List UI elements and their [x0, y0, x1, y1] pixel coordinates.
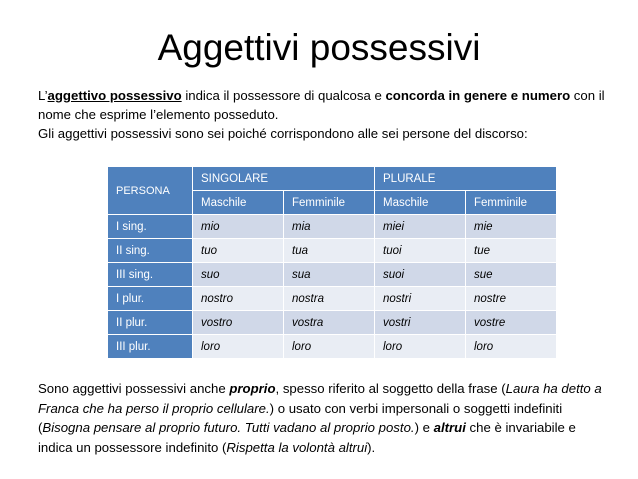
- subheader-plur-femminile: Femminile: [466, 191, 557, 215]
- table-cell: loro: [284, 335, 375, 359]
- table-cell: loro: [375, 335, 466, 359]
- table-cell: loro: [466, 335, 557, 359]
- table-cell: vostri: [375, 311, 466, 335]
- example-3: Rispetta la volontà altrui: [226, 439, 368, 455]
- table-cell: tuoi: [375, 239, 466, 263]
- table-row: [108, 215, 557, 239]
- singolare-header: SINGOLARE: [193, 167, 375, 191]
- persona-header: PERSONA: [108, 167, 193, 215]
- intro-bold: concorda in genere e numero: [385, 88, 571, 103]
- table-cell: nostra: [284, 287, 375, 311]
- intro-line-1: [38, 86, 618, 124]
- keyword-altrui: altrui: [433, 420, 466, 435]
- table-cell: loro: [193, 335, 284, 359]
- intro-prefix: L’: [38, 88, 48, 103]
- outro-text-3: ) o usato con verbi impersonali o soggetti indefiniti (: [38, 400, 563, 435]
- table-cell: tue: [466, 239, 557, 263]
- row-persona: II plur.: [108, 311, 193, 335]
- table-row: [108, 287, 557, 311]
- table-cell: vostra: [284, 311, 375, 335]
- table-cell: tua: [284, 239, 375, 263]
- intro-paragraph: [38, 86, 618, 143]
- table-cell: nostri: [375, 287, 466, 311]
- outro-text-4: ) e: [414, 420, 434, 435]
- table-cell: nostre: [466, 287, 557, 311]
- keyword-proprio: proprio: [229, 381, 276, 396]
- table-cell: tuo: [193, 239, 284, 263]
- table-row: [108, 335, 557, 359]
- table-cell: nostro: [193, 287, 284, 311]
- row-persona: I plur.: [108, 287, 193, 311]
- row-persona: II sing.: [108, 239, 193, 263]
- intro-text-1: indica il possessore di qualcosa e: [181, 88, 386, 103]
- table-cell: vostre: [466, 311, 557, 335]
- table-row: [108, 311, 557, 335]
- row-persona: III sing.: [108, 263, 193, 287]
- table-cell: miei: [375, 215, 466, 239]
- subheader-plur-maschile: Maschile: [375, 191, 466, 215]
- outro-text-2: , spesso riferito al soggetto della frase (: [275, 381, 506, 396]
- subheader-sing-maschile: Maschile: [193, 191, 284, 215]
- outro-text-5: che è invariabile e indica un possessore indefinito (: [38, 420, 576, 455]
- table-cell: vostro: [193, 311, 284, 335]
- table-cell: mie: [466, 215, 557, 239]
- outro-text-6: ).: [367, 439, 376, 455]
- table-cell: suo: [193, 263, 284, 287]
- outro-text: [38, 379, 606, 457]
- row-persona: III plur.: [108, 335, 193, 359]
- page-title: Aggettivi possessivi: [157, 27, 481, 68]
- example-1: Laura ha detto a Franca che ha perso il proprio cellulare.: [38, 381, 602, 416]
- table-cell: mio: [193, 215, 284, 239]
- table-cell: mia: [284, 215, 375, 239]
- row-persona: I sing.: [108, 215, 193, 239]
- intro-term: aggettivo possessivo: [47, 88, 182, 103]
- outro-text-1: Sono aggettivi possessivi anche: [38, 381, 230, 396]
- intro-line-2: Gli aggettivi possessivi sono sei poiché corrispondono alle sei persone del discorso:: [38, 126, 528, 141]
- subheader-sing-femminile: Femminile: [284, 191, 375, 215]
- possessive-table: [107, 166, 557, 359]
- table-row: [108, 239, 557, 263]
- plurale-header: PLURALE: [375, 167, 557, 191]
- table-row: [108, 263, 557, 287]
- intro-text-2: con il nome che esprime l’elemento posseduto.: [38, 88, 605, 122]
- table-cell: suoi: [375, 263, 466, 287]
- table-cell: sue: [466, 263, 557, 287]
- table-cell: sua: [284, 263, 375, 287]
- example-2: Bisogna pensare al proprio futuro. Tutti vadano al proprio posto.: [42, 420, 415, 435]
- outro-paragraph: [38, 379, 606, 457]
